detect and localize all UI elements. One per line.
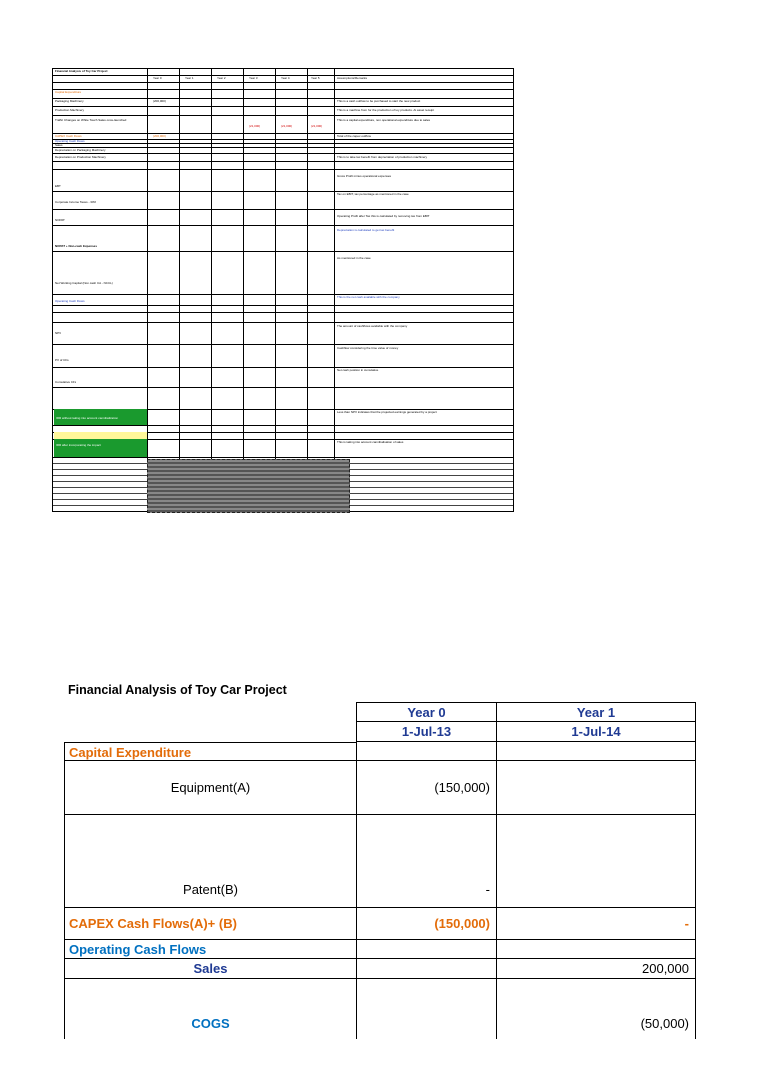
thumb-note: This is a cash outflow to be purchased to start the new product xyxy=(337,100,421,103)
thumb-row-label: Operating Cash Flows xyxy=(55,140,85,143)
grid-line xyxy=(307,69,308,511)
thumb-note: Cashflow considering the time value of money xyxy=(337,347,399,350)
thumb-row-label: Net Working Capital (Non cash CA - NCCL) xyxy=(55,282,113,285)
row-label-sales: Sales xyxy=(64,959,356,979)
thumb-year-header: Year 2 xyxy=(217,77,226,80)
column-header-date: 1-Jul-13 xyxy=(356,722,496,742)
thumb-row-label: EBT xyxy=(55,185,61,188)
cell-capex-total-y0: (150,000) xyxy=(356,908,496,940)
thumb-value: (200,000) xyxy=(153,100,166,103)
highlight-cell xyxy=(54,432,147,439)
thumb-value: (21,000) xyxy=(249,125,261,128)
thumb-year-header: Year 3 xyxy=(249,77,258,80)
thumb-year-header: Year 5 xyxy=(311,77,320,80)
thumb-row-label: Depreciation on Production Machinery xyxy=(55,156,106,159)
thumb-row-label: Sales xyxy=(55,144,63,147)
thumb-note: Total of the capex outflow xyxy=(337,135,371,138)
thumb-row-label: Capital Expenditure xyxy=(55,91,82,94)
row-label-patent: Patent(B) xyxy=(64,815,356,908)
thumb-note: Less than NPV indicates that the projected earnings generated by a project xyxy=(337,411,437,414)
grid-line xyxy=(275,69,276,511)
thumb-note: Tax on EBIT, tax percentage as mentioned in the case xyxy=(337,193,409,196)
thumb-note: Net cash position in cumulative xyxy=(337,369,379,372)
thumb-row-label: Traffic Changes on White Touch Sales once-launched xyxy=(55,119,127,122)
thumb-row-label: Production Machinery xyxy=(55,109,85,112)
thumb-row-label: PV of CFs xyxy=(55,359,69,362)
row-label-cogs: COGS xyxy=(64,979,356,1039)
thumb-note: This is a machine from for the production of toy products. At asset receipt xyxy=(337,109,435,112)
cell-patent-y1 xyxy=(496,815,696,908)
thumb-note: This is to take tax benefit from depreciation of production machinery xyxy=(337,156,428,159)
highlight-cell xyxy=(54,439,147,457)
cell-sales-y1: 200,000 xyxy=(496,959,696,979)
row-label-capex-total: CAPEX Cash Flows(A)+ (B) xyxy=(64,908,356,940)
comment-box xyxy=(147,459,350,513)
grid-line xyxy=(211,69,212,511)
thumb-row-label: NPV xyxy=(55,332,62,335)
thumb-year-header: Year 4 xyxy=(281,77,290,80)
thumb-value: (200,000) xyxy=(153,135,166,138)
column-header-year: Year 0 xyxy=(356,702,496,722)
cell-cogs-y1: (50,000) xyxy=(496,979,696,1039)
thumb-row-label: NOPAT + Non-cash Expenses xyxy=(55,245,97,248)
thumb-year-header: Year 0 xyxy=(153,77,162,80)
thumb-value: (21,000) xyxy=(281,125,293,128)
cell-patent-y0: - xyxy=(356,815,496,908)
thumb-title: Financial Analysis of Toy Car Project xyxy=(55,70,108,73)
section-header-capex: Capital Expenditure xyxy=(64,742,356,761)
thumb-row-label: CAPEX Cash Flows xyxy=(55,135,82,138)
spreadsheet-thumbnail xyxy=(52,68,514,512)
thumb-row-label: Operating Cash Flows xyxy=(55,300,85,303)
thumb-row-label: Packaging Machinery xyxy=(55,100,84,103)
thumb-note: Gross Profit minus operational expenses xyxy=(337,175,392,178)
section-header-operating: Operating Cash Flows xyxy=(64,940,356,959)
thumb-note: Depreciation is calculated to get tax benefit xyxy=(337,229,395,232)
thumb-notes-header: Assumptions/Remarks xyxy=(337,77,368,80)
thumb-note: Operating Profit after Tax this is calculated by removing tax from EBIT xyxy=(337,215,430,218)
grid-line xyxy=(243,69,244,511)
column-header-year: Year 1 xyxy=(496,702,696,722)
thumb-row-label: IRR without taking into account cannibalization xyxy=(56,417,119,420)
thumb-note: The amount of cashflows available with the company xyxy=(337,325,408,328)
thumb-row-label: Corporate Income Taxes - 30% xyxy=(55,201,97,204)
thumb-note: As mentioned in the case xyxy=(337,257,371,260)
thumb-value: (21,000) xyxy=(311,125,323,128)
thumb-row-label: NOPAT xyxy=(55,219,65,222)
thumb-row-label: Cumulative CFs xyxy=(55,381,77,384)
thumb-note: This is a capital expenditure, non operational expenditure due to sales xyxy=(337,119,431,122)
thumb-row-label: IRR after incorporating the impact xyxy=(56,444,101,447)
cell-equipment-y0: (150,000) xyxy=(356,761,496,815)
row-label-equipment: Equipment(A) xyxy=(64,761,356,815)
grid-line xyxy=(147,69,148,511)
thumb-note: This is taking into account cannibalisation of sales xyxy=(337,441,404,444)
cell-sales-y0 xyxy=(356,959,496,979)
cell-cogs-y0 xyxy=(356,979,496,1039)
financial-table xyxy=(64,702,704,1032)
cell-equipment-y1 xyxy=(496,761,696,815)
page-title: Financial Analysis of Toy Car Project xyxy=(68,683,287,697)
thumb-row-label: Depreciation on Packaging Machinery xyxy=(55,149,106,152)
column-header-date: 1-Jul-14 xyxy=(496,722,696,742)
thumb-year-header: Year 1 xyxy=(185,77,194,80)
thumb-note: This is the net cash available with the company xyxy=(337,296,400,299)
cell-capex-total-y1: - xyxy=(496,908,696,940)
grid-line xyxy=(179,69,180,511)
grid-line xyxy=(334,69,335,511)
